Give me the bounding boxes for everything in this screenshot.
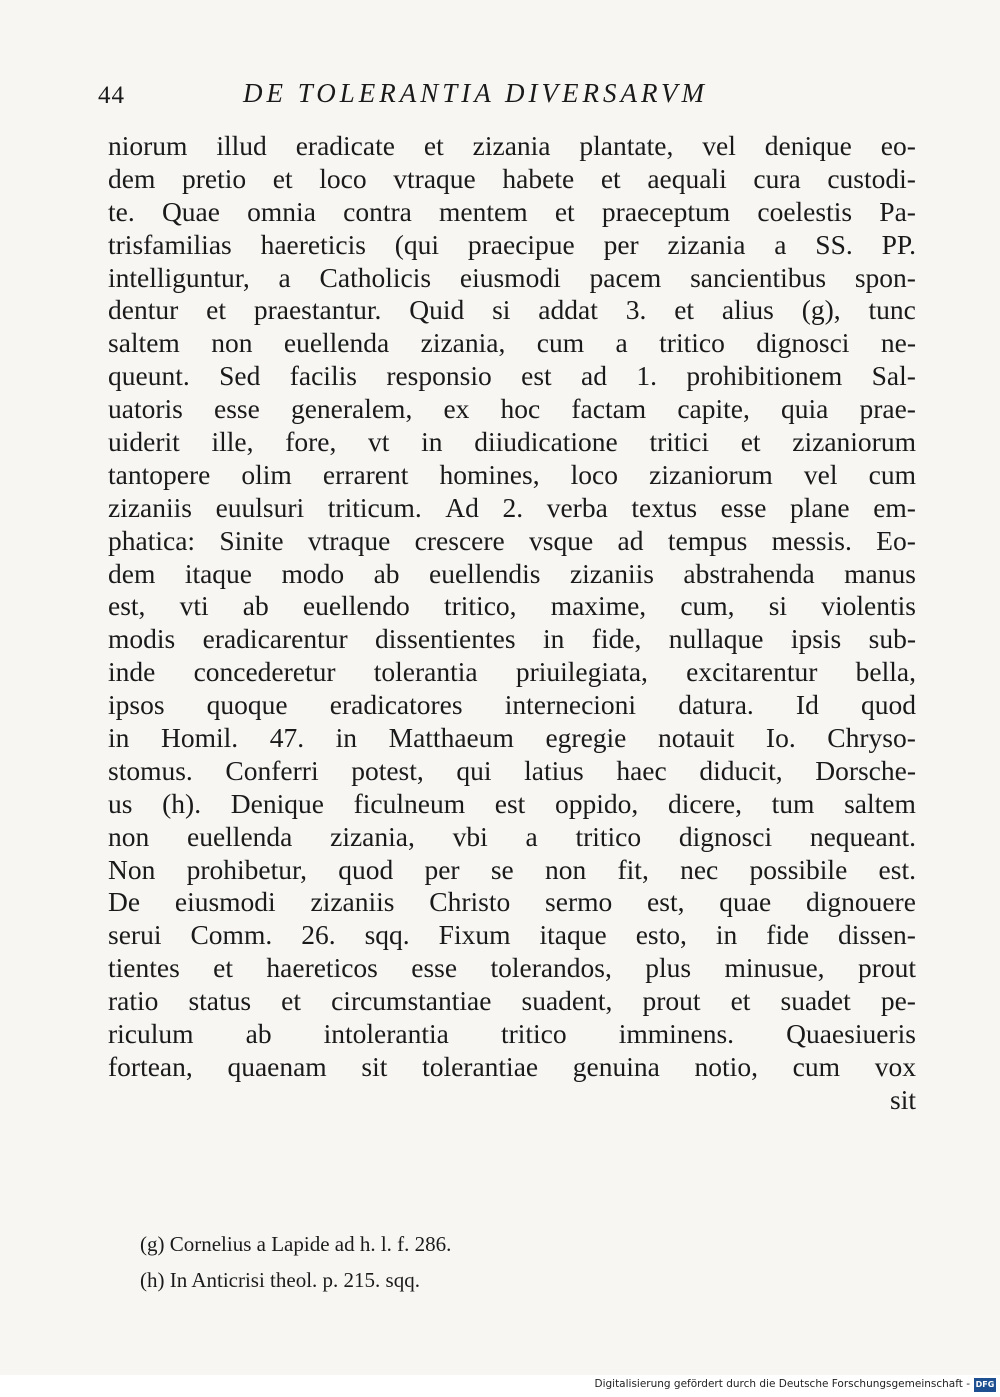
word: verba: [546, 491, 608, 523]
word: esse: [411, 952, 458, 984]
text-line: [108, 459, 916, 492]
word: pe-: [880, 985, 916, 1017]
word: ad: [581, 360, 608, 392]
word: si: [768, 590, 788, 622]
word: tempus: [667, 524, 748, 556]
word: dissentientes: [375, 623, 516, 655]
word: Matthaeum: [388, 722, 514, 754]
word: ficulneum: [353, 787, 466, 819]
word: 1.: [636, 360, 658, 392]
word: diducit,: [699, 754, 783, 786]
word: Comm.: [190, 919, 273, 951]
word: vbi: [452, 820, 488, 852]
word: dissen-: [838, 919, 916, 951]
word: spon-: [854, 261, 916, 293]
word: a: [774, 228, 787, 260]
word: ipsos: [108, 689, 165, 721]
word: plus: [645, 952, 692, 984]
word: habete: [502, 162, 575, 194]
word: sermo: [545, 886, 613, 918]
word: fore,: [285, 426, 337, 458]
word: circumstantiae: [331, 985, 492, 1017]
word: zizaniorum: [649, 458, 773, 490]
word: ex: [443, 393, 470, 425]
word: cura: [753, 162, 801, 194]
word: est,: [647, 886, 685, 918]
word: est: [494, 787, 526, 819]
word: haec: [616, 754, 667, 786]
word: tritico: [659, 327, 725, 359]
word: SS.: [815, 228, 853, 260]
text-line: [108, 327, 916, 360]
word: prohibitionem: [686, 360, 843, 392]
word: vox: [874, 1050, 916, 1082]
word: ab: [373, 557, 400, 589]
word: Ad: [445, 491, 479, 523]
word: non: [545, 853, 587, 885]
word: hoc: [500, 393, 541, 425]
word: eradicatores: [329, 689, 463, 721]
word: denique: [764, 130, 852, 161]
running-head: DE TOLERANTIA DIVERSARVM: [243, 78, 708, 108]
word: 2.: [502, 491, 524, 523]
word: tunc: [868, 294, 916, 326]
word: Quae: [161, 195, 220, 227]
word: 47.: [269, 722, 305, 754]
word: em-: [873, 491, 916, 523]
word: quoque: [206, 689, 288, 721]
word: (qui: [394, 228, 440, 260]
text-line: [108, 360, 916, 393]
word: vel: [803, 458, 838, 490]
word: esto,: [635, 919, 687, 951]
word: et: [206, 294, 226, 326]
word: Christo: [429, 886, 511, 918]
word: eiusmodi: [174, 886, 276, 918]
text-line: [108, 985, 916, 1018]
word: maxime,: [550, 590, 647, 622]
word: haereticos: [266, 952, 378, 984]
word: suadet: [780, 985, 851, 1017]
word: homines,: [439, 458, 540, 490]
word: per: [603, 228, 639, 260]
word: capite,: [677, 393, 750, 425]
word: suadent,: [521, 985, 613, 1017]
text-line: [108, 952, 916, 985]
page-header: [98, 78, 798, 118]
word: sub-: [868, 623, 916, 655]
word: prout: [857, 952, 916, 984]
word: Chryso-: [827, 722, 916, 754]
word: PP.: [881, 228, 916, 260]
word: et: [554, 195, 575, 227]
word: vtraque: [307, 524, 391, 556]
word: plane: [790, 491, 850, 523]
text-line: [108, 393, 916, 426]
word: quae: [719, 886, 772, 918]
word: in: [335, 722, 358, 754]
word: itaque: [539, 919, 607, 951]
word: excitarentur: [686, 656, 818, 688]
word: fide: [766, 919, 810, 951]
word: vel: [702, 130, 736, 161]
word: cum: [868, 458, 916, 490]
word: Io.: [765, 722, 796, 754]
word: nec: [680, 853, 719, 885]
word: prae-: [859, 393, 916, 425]
word: in: [421, 426, 443, 458]
text-line: [108, 1018, 916, 1051]
word: est.: [878, 853, 916, 885]
word: ab: [242, 590, 269, 622]
word: ne-: [880, 327, 916, 359]
word: quod: [338, 853, 394, 885]
word: itaque: [184, 557, 253, 589]
word: zizania: [472, 130, 551, 161]
word: saltem: [844, 787, 916, 819]
footnote-g: (g) Cornelius a Lapide ad h. l. f. 286.: [140, 1232, 452, 1256]
word: possibile: [749, 853, 848, 885]
word: contra: [343, 195, 412, 227]
word: tolerantiae: [422, 1050, 539, 1082]
word: cum,: [680, 590, 735, 622]
word: Quaesiueris: [786, 1018, 916, 1050]
text-line: [108, 1051, 916, 1084]
text-line: [108, 558, 916, 591]
word: plantate,: [579, 130, 674, 161]
word: 3.: [625, 294, 647, 326]
text-line: [108, 229, 916, 262]
word: praestantur.: [253, 294, 382, 326]
word: a: [525, 820, 538, 852]
word: bella,: [855, 656, 916, 688]
word: eradicate: [295, 130, 395, 161]
word: notauit: [657, 722, 735, 754]
word: zizania,: [330, 820, 415, 852]
word: triticum.: [327, 491, 422, 523]
word: eradicarentur: [202, 623, 348, 655]
word: et: [281, 985, 302, 1017]
word: dem: [108, 162, 156, 194]
word: saltem: [108, 327, 180, 359]
word: non: [108, 820, 150, 852]
word: egregie: [545, 722, 627, 754]
word: responsio: [386, 360, 492, 392]
text-line: [108, 722, 916, 755]
word: Sed: [219, 360, 261, 392]
word: tolerandos,: [490, 952, 612, 984]
word: vtraque: [393, 162, 476, 194]
word: dignosci: [756, 327, 850, 359]
word: tum: [771, 787, 815, 819]
word: a: [278, 261, 291, 293]
word: internecioni: [504, 689, 637, 721]
word: dignouere: [805, 886, 916, 918]
word: diiudicatione: [474, 426, 618, 458]
text-line: [108, 854, 916, 887]
word: stomus.: [108, 754, 193, 786]
word: Sinite: [219, 524, 284, 556]
word: Quid: [409, 294, 465, 326]
word: loco: [570, 458, 619, 490]
word: pacem: [589, 261, 662, 293]
word: phatica:: [108, 524, 196, 556]
word: tientes: [108, 952, 180, 984]
body-text: [108, 130, 916, 1117]
word: quia: [780, 393, 829, 425]
word: textus: [631, 491, 698, 523]
word: praecipue: [467, 228, 575, 260]
word: a: [615, 327, 628, 359]
word: us: [108, 787, 133, 819]
word: vti: [179, 590, 209, 622]
word: latius: [524, 754, 584, 786]
word: serui: [108, 919, 162, 951]
word: omnia: [247, 195, 316, 227]
word: ratio: [108, 985, 159, 1017]
footnote-h: (h) In Anticrisi theol. p. 215. sqq.: [140, 1268, 420, 1292]
word: euellenda: [283, 327, 390, 359]
word: Dorsche-: [815, 754, 916, 786]
word: nequeant.: [809, 820, 916, 852]
word: Non: [108, 853, 156, 885]
word: trisfamilias: [108, 228, 232, 260]
text-line: [108, 196, 916, 229]
word: ab: [245, 1018, 272, 1050]
word: concederetur: [193, 656, 336, 688]
word: et: [674, 294, 695, 326]
word: uatoris: [108, 393, 183, 425]
text-line: [108, 163, 916, 196]
word: Fixum: [438, 919, 511, 951]
word: mentem: [439, 195, 528, 227]
word: et: [213, 952, 234, 984]
word: eiusmodi: [459, 261, 561, 293]
dfg-logo: DFG: [974, 1378, 996, 1392]
word: per: [424, 853, 460, 885]
word: fortean,: [108, 1050, 193, 1082]
word: euellenda: [187, 820, 293, 852]
text-line: [108, 656, 916, 689]
word: non: [211, 327, 253, 359]
word: tantopere: [108, 458, 211, 490]
word: cum: [536, 327, 585, 359]
word: est,: [108, 590, 146, 622]
text-line: [108, 623, 916, 656]
word: status: [188, 985, 252, 1017]
word: dentur: [108, 294, 179, 326]
word: datura.: [678, 689, 754, 721]
text-line: sit: [890, 1083, 916, 1115]
text-line: [108, 788, 916, 821]
word: esse: [213, 393, 260, 425]
word: minusue,: [724, 952, 825, 984]
word: in: [542, 623, 565, 655]
word: prout: [642, 985, 701, 1017]
word: zizaniorum: [792, 426, 916, 458]
word: alius: [721, 294, 774, 326]
text-line: [108, 590, 916, 623]
word: et: [272, 162, 293, 194]
word: olim: [241, 458, 292, 490]
text-line: [108, 262, 916, 295]
text-line: [108, 689, 916, 722]
word: notio,: [694, 1050, 758, 1082]
word: modis: [108, 623, 176, 655]
word: Conferri: [225, 754, 319, 786]
word: dicere,: [667, 787, 742, 819]
word: pretio: [182, 162, 247, 194]
word: dem: [108, 557, 156, 589]
word: uiderit: [108, 426, 180, 458]
word: prohibetur,: [186, 853, 307, 885]
word: tolerantia: [373, 656, 478, 688]
word: Homil.: [160, 722, 239, 754]
word: qui: [456, 754, 492, 786]
word: et: [740, 426, 761, 458]
word: quod: [860, 689, 916, 721]
word: zizaniis: [569, 557, 654, 589]
word: generalem,: [290, 393, 413, 425]
word: in: [108, 722, 130, 754]
word: coelestis: [757, 195, 853, 227]
word: tritici: [649, 426, 710, 458]
word: inde: [108, 656, 156, 688]
word: 26.: [301, 919, 336, 951]
word: zizaniis: [108, 491, 192, 523]
word: (g),: [801, 294, 841, 326]
text-line: [108, 492, 916, 525]
word: loco: [319, 162, 367, 194]
word: dignosci: [678, 820, 773, 852]
word: tritico,: [443, 590, 517, 622]
word: sit: [361, 1050, 388, 1082]
word: facilis: [289, 360, 357, 392]
word: tritico: [500, 1018, 567, 1050]
digitization-footer: [0, 1375, 1000, 1397]
word: errarent: [322, 458, 409, 490]
word: euulsuri: [215, 491, 305, 523]
word: eo-: [880, 130, 916, 161]
word: est: [521, 360, 552, 392]
word: intelliguntur,: [108, 261, 250, 293]
word: ille,: [211, 426, 254, 458]
word: Id: [795, 689, 819, 721]
word: tritico: [575, 820, 642, 852]
word: se: [490, 853, 514, 885]
word: messis.: [771, 524, 852, 556]
word: cum: [792, 1050, 840, 1082]
word: zizania: [667, 228, 746, 260]
footnotes: [140, 1226, 740, 1298]
text-line: [108, 130, 916, 163]
word: praeceptum: [601, 195, 731, 227]
word: haereticis: [260, 228, 366, 260]
word: modo: [281, 557, 345, 589]
word: in: [715, 919, 738, 951]
word: niorum: [108, 130, 188, 161]
word: De: [108, 886, 141, 918]
funding-credit: Digitalisierung gefördert durch die Deutsche Forschungsgemeinschaft -: [594, 1378, 970, 1390]
word: manus: [844, 557, 916, 589]
word: queunt.: [108, 360, 190, 392]
word: (h).: [162, 787, 202, 819]
word: sqq.: [364, 919, 410, 951]
word: oppido,: [555, 787, 639, 819]
word: esse: [720, 491, 767, 523]
word: et: [423, 130, 444, 161]
page-number: 44: [98, 82, 125, 109]
text-line: [108, 525, 916, 558]
word: ad: [617, 524, 644, 556]
word: genuina: [572, 1050, 660, 1082]
word: factam: [571, 393, 647, 425]
word: zizania,: [420, 327, 506, 359]
word: intolerantia: [323, 1018, 449, 1050]
word: crescere: [414, 524, 505, 556]
word: abstrahenda: [683, 557, 815, 589]
word: riculum: [108, 1018, 194, 1050]
word: euellendo: [302, 590, 410, 622]
word: nullaque: [668, 623, 764, 655]
word: priuilegiata,: [515, 656, 648, 688]
text-line: [108, 755, 916, 788]
word: addat: [538, 294, 598, 326]
word: violentis: [821, 590, 916, 622]
word: sancientibus: [690, 261, 827, 293]
word: euellendis: [428, 557, 541, 589]
word: fit,: [617, 853, 649, 885]
word: et: [730, 985, 751, 1017]
word: zizaniis: [310, 886, 395, 918]
word: Denique: [230, 787, 324, 819]
word: si: [492, 294, 511, 326]
word: imminens.: [618, 1018, 735, 1050]
word: vt: [368, 426, 390, 458]
word: fide,: [591, 623, 642, 655]
word: vsque: [529, 524, 594, 556]
word: quaenam: [227, 1050, 327, 1082]
word: custodi-: [827, 162, 916, 194]
text-line: [108, 426, 916, 459]
text-line: [108, 294, 916, 327]
word: ipsis: [790, 623, 842, 655]
word: te.: [108, 195, 135, 227]
word: potest,: [351, 754, 424, 786]
word: Sal-: [871, 360, 916, 392]
text-line: [108, 919, 916, 952]
word: Catholicis: [319, 261, 432, 293]
text-line: [108, 821, 916, 854]
text-line: [108, 886, 916, 919]
word: Pa-: [879, 195, 916, 227]
word: et: [600, 162, 621, 194]
word: Eo-: [876, 524, 916, 556]
word: aequali: [647, 162, 727, 194]
word: illud: [216, 130, 267, 161]
